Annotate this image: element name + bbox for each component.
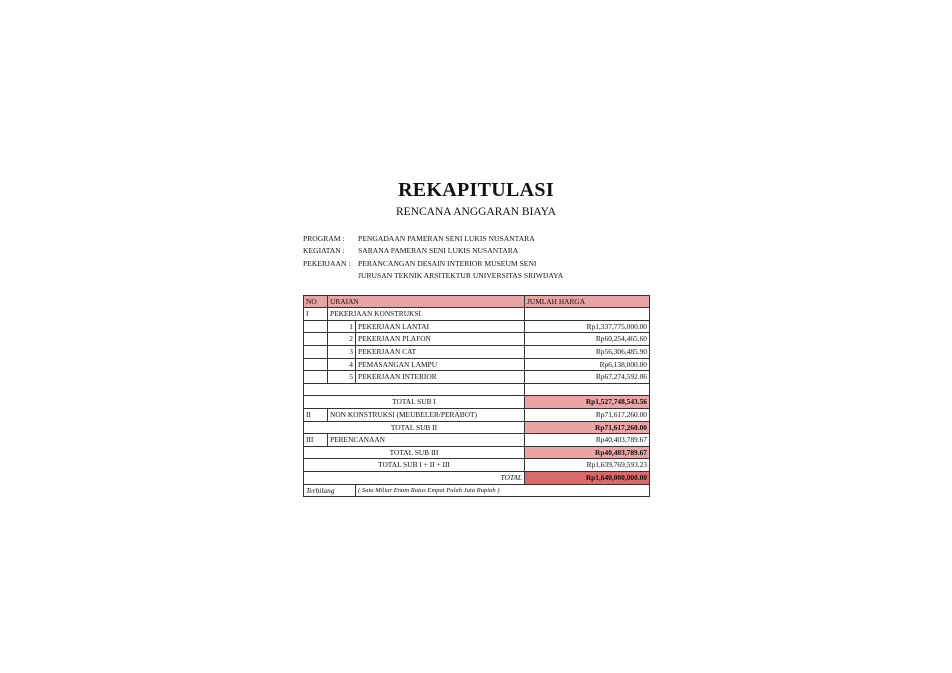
meta-value: PENGADAAN PAMERAN SENI LUKIS NUSANTARA (358, 234, 535, 243)
table-row-total-sub-3 (304, 446, 650, 459)
meta-key: KEGIATAN : (303, 246, 345, 256)
meta-row-program (303, 233, 649, 245)
table-row-total-sub-1 (304, 396, 650, 409)
terbilang-value: ( Satu Miliar Enam Ratus Empat Puluh Juta Rupiah ) (356, 484, 650, 497)
total-sub-3-label: TOTAL SUB III (304, 446, 525, 459)
section-value: Rp71,617,260.00 (525, 408, 650, 421)
section-no: I (304, 308, 328, 321)
total-sub-1-label: TOTAL SUB I (304, 396, 525, 409)
total-sub-2-label: TOTAL SUB II (304, 421, 525, 434)
empty-cell (304, 358, 328, 371)
total-all-sub-value: Rp1,639,769,593.23 (525, 459, 650, 472)
table-header-row (304, 295, 650, 308)
table-row (304, 346, 650, 359)
meta-key: PEKERJAAN : (303, 258, 351, 268)
total-sub-3-value: Rp40,403,789.67 (525, 446, 650, 459)
total-sub-1-value: Rp1,527,748,543.56 (525, 396, 650, 409)
section-value: Rp40,403,789.67 (525, 434, 650, 447)
budget-document (303, 178, 649, 497)
empty-cell (304, 371, 328, 384)
item-value: Rp67,274,592.06 (525, 371, 650, 384)
table-row (304, 358, 650, 371)
item-value: Rp60,254,465.60 (525, 333, 650, 346)
empty-cell (304, 333, 328, 346)
section-label: PERENCANAAN (328, 434, 525, 447)
header-uraian: URAIAN (328, 295, 525, 308)
item-label: PEMASANGAN LAMPU (356, 358, 525, 371)
empty-cell (304, 346, 328, 359)
total-value: Rp1,640,000,000.00 (525, 471, 650, 484)
meta-value: PERANCANGAN DESAIN INTERIOR MUSEUM SENI (358, 258, 537, 268)
item-number: 1 (328, 320, 356, 333)
total-all-sub-label: TOTAL SUB I + II + III (304, 459, 525, 472)
table-row-blank (304, 383, 650, 396)
meta-key (303, 270, 358, 282)
section-value (525, 308, 650, 321)
item-label: PEKERJAAN CAT (356, 346, 525, 359)
document-meta (303, 233, 649, 283)
meta-value: SARANA PAMERAN SENI LUKIS NUSANTARA (358, 246, 519, 256)
document-title: REKAPITULASI (398, 179, 554, 201)
item-number: 4 (328, 358, 356, 371)
meta-value: JURUSAN TEKNIK ARSITEKTUR UNIVERSITAS SRIWIJAYA (358, 271, 564, 281)
item-number: 3 (328, 346, 356, 359)
table-row (304, 320, 650, 333)
terbilang-label: Terbilang (304, 484, 356, 497)
meta-row-jurusan (303, 270, 649, 282)
document-subtitle: RENCANA ANGGARAN BIAYA (396, 206, 556, 218)
budget-table (303, 295, 650, 498)
empty-cell (304, 320, 328, 333)
section-label: PEKERJAAN KONSTRUKSI (328, 308, 525, 321)
table-row-section-2 (304, 408, 650, 421)
item-number: 2 (328, 333, 356, 346)
header-jumlah: JUMLAH HARGA (525, 295, 650, 308)
table-row-total-all-sub (304, 459, 650, 472)
item-value: Rp1,337,775,000.00 (525, 320, 650, 333)
meta-row-pekerjaan (303, 258, 649, 270)
header-no: NO (304, 295, 328, 308)
table-row-section-1 (304, 308, 650, 321)
table-row-terbilang (304, 484, 650, 497)
total-label: TOTAL (304, 471, 525, 484)
item-value: Rp6,138,000.00 (525, 358, 650, 371)
table-row (304, 333, 650, 346)
empty-cell (304, 383, 525, 396)
section-no: III (304, 434, 328, 447)
item-value: Rp56,306,485.90 (525, 346, 650, 359)
table-row (304, 371, 650, 384)
item-label: PEKERJAAN PLAFON (356, 333, 525, 346)
table-row-section-3 (304, 434, 650, 447)
item-number: 5 (328, 371, 356, 384)
item-label: PEKERJAAN LANTAI (356, 320, 525, 333)
meta-key: PROGRAM : (303, 234, 345, 243)
total-sub-2-value: Rp71,617,260.00 (525, 421, 650, 434)
empty-cell (525, 383, 650, 396)
item-label: PEKERJAAN INTERIOR (356, 371, 525, 384)
table-row-total-sub-2 (304, 421, 650, 434)
meta-row-kegiatan (303, 245, 649, 257)
section-no: II (304, 408, 328, 421)
table-row-total (304, 471, 650, 484)
section-label: NON KONSTRUKSI (MEUBELER/PERABOT) (328, 408, 525, 421)
